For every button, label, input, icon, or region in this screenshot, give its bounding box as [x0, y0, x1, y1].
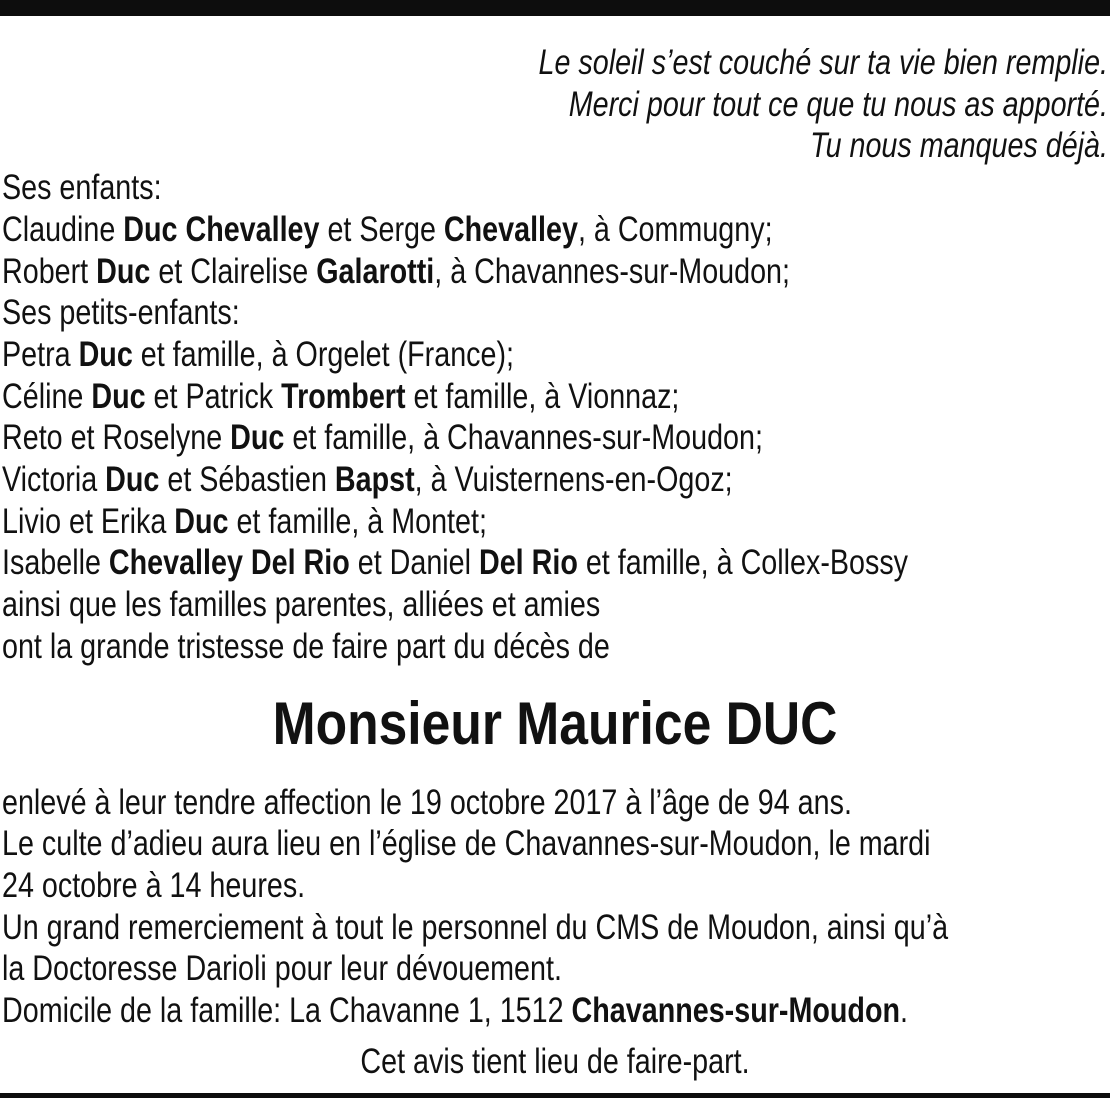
family-line: Céline Duc et Patrick Trombert et famille, à Vionnaz; — [2, 376, 680, 416]
family-surname: Duc Chevalley — [123, 209, 320, 249]
notice-body — [2, 782, 1108, 1032]
family-line: Livio et Erika Duc et famille, à Montet; — [2, 501, 487, 541]
grandchildren-section — [2, 292, 1108, 584]
family-surname: Duc — [230, 418, 285, 458]
family-surname: Chevalley Del Rio — [108, 543, 350, 583]
family-line: Reto et Roselyne Duc et famille, à Chavannes-sur-Moudon; — [2, 418, 763, 458]
death-date-line: enlevé à leur tendre affection le 19 octobre 2017 à l’âge de 94 ans. — [2, 782, 852, 822]
family-surname: Galarotti — [316, 251, 435, 291]
family-surname: Duc — [78, 334, 133, 374]
family-line: Robert Duc et Clairelise Galarotti, à Chavannes-sur-Moudon; — [2, 251, 790, 291]
closing-line: Cet avis tient lieu de faire-part. — [360, 1041, 750, 1081]
epigraph — [2, 42, 1108, 167]
service-line: 24 octobre à 14 heures. — [2, 865, 306, 905]
family-surname: Chevalley — [443, 209, 578, 249]
children-heading: Ses enfants: — [2, 168, 162, 208]
family-surname: Bapst — [334, 460, 415, 500]
announcement-line: ont la grande tristesse de faire part du décès de — [2, 626, 610, 666]
family-surname: Duc — [91, 376, 146, 416]
family-line: Victoria Duc et Sébastien Bapst, à Vuisternens-en-Ogoz; — [2, 460, 733, 500]
family-line: Petra Duc et famille, à Orgelet (France); — [2, 334, 515, 374]
children-section — [2, 167, 1108, 292]
top-rule — [0, 0, 1110, 16]
family-surname: Del Rio — [478, 543, 578, 583]
bottom-rule — [0, 1093, 1110, 1098]
family-line: Isabelle Chevalley Del Rio et Daniel Del Rio et famille, à Collex-Bossy — [2, 543, 909, 583]
address-locality: Chavannes-sur-Moudon — [571, 991, 901, 1031]
death-notice — [2, 42, 1108, 1082]
deceased-name: Monsieur Maurice DUC — [272, 689, 838, 757]
grandchildren-heading: Ses petits-enfants: — [2, 293, 240, 333]
family-surname: Trombert — [281, 376, 406, 416]
thanks-line: Un grand remerciement à tout le personnel du CMS de Moudon, ainsi qu’à — [2, 907, 949, 947]
thanks-line: la Doctoresse Darioli pour leur dévouement. — [2, 949, 562, 989]
service-line: Le culte d’adieu aura lieu en l’église de Chavannes-sur-Moudon, le mardi — [2, 824, 931, 864]
epigraph-line: Merci pour tout ce que tu nous as apporté. — [568, 84, 1108, 124]
family-surname: Duc — [96, 251, 151, 291]
epigraph-line: Le soleil s’est couché sur ta vie bien remplie. — [538, 43, 1108, 82]
address-line: Domicile de la famille: La Chavanne 1, 1512 Chavannes-sur-Moudon. — [2, 991, 909, 1031]
families-line: ainsi que les familles parentes, alliées et amies — [2, 585, 601, 625]
family-line: Claudine Duc Chevalley et Serge Chevalley, à Commugny; — [2, 209, 773, 249]
family-surname: Duc — [174, 501, 229, 541]
family-surname: Duc — [105, 460, 160, 500]
epigraph-line: Tu nous manques déjà. — [810, 126, 1108, 166]
